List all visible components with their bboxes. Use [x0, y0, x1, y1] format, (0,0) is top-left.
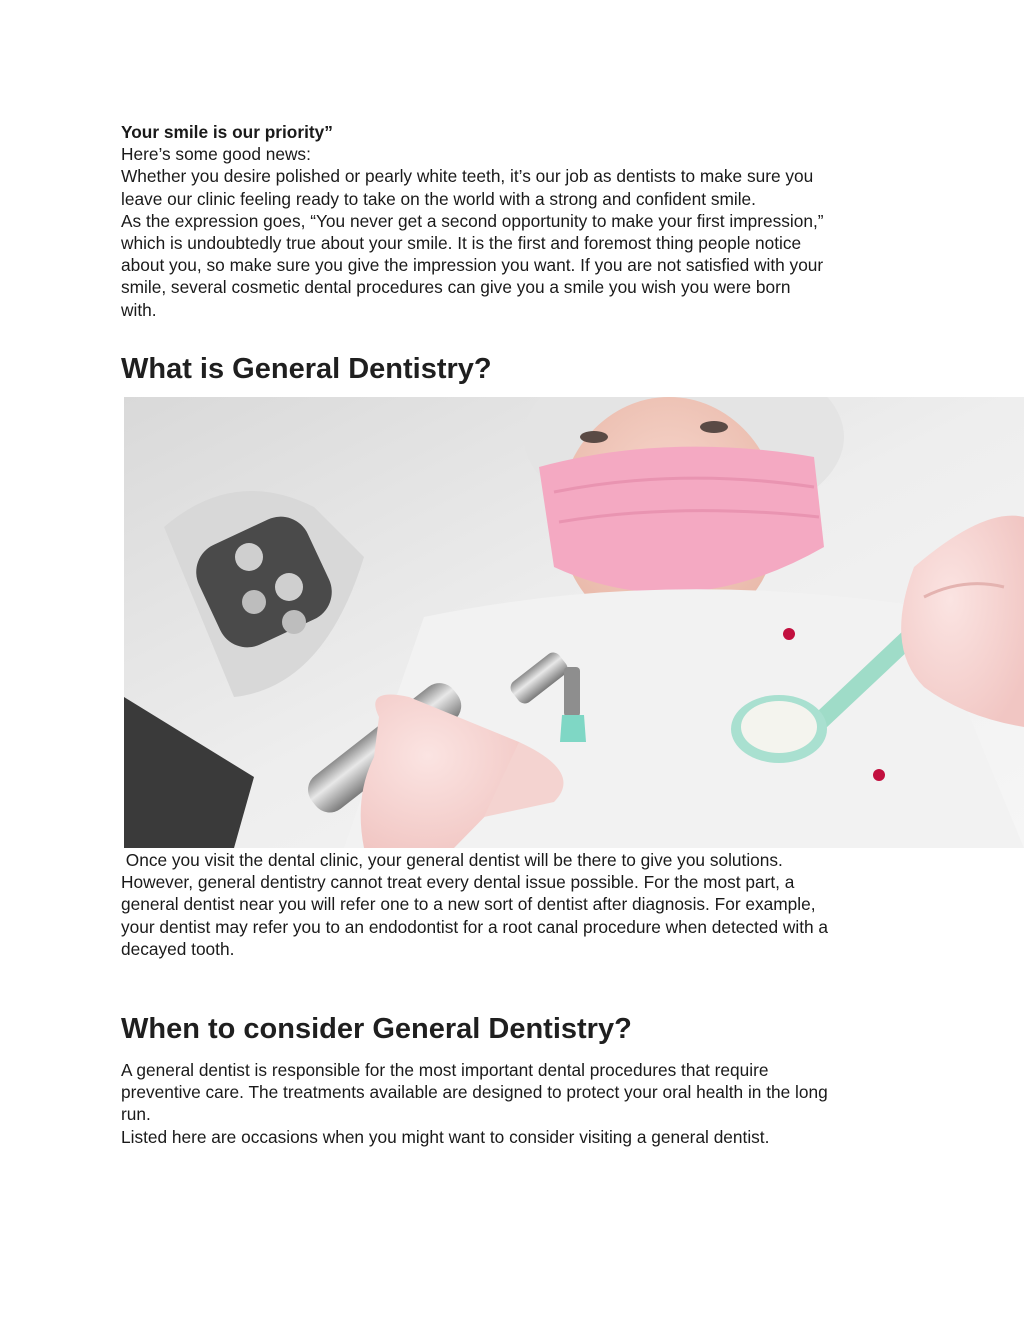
body-line: Once you visit the dental clinic, your general dentist will be there to give you solutions.: [121, 850, 783, 870]
section2-header: [121, 1012, 911, 1046]
section2-body: [121, 1059, 911, 1148]
intro-heading: Your smile is our priority”: [121, 122, 333, 142]
section1-header: [121, 352, 911, 386]
intro-line: leave our clinic feeling ready to take on the world with a strong and confident smile.: [121, 188, 756, 209]
intro-section: [121, 121, 911, 321]
section-title: What is General Dentistry?: [121, 353, 492, 385]
section-title: When to consider General Dentistry?: [121, 1013, 632, 1045]
body-line: However, general dentistry cannot treat every dental issue possible. For the most part, a: [121, 872, 795, 893]
body-line: your dentist may refer you to an endodontist for a root canal procedure when detected with a: [121, 916, 829, 937]
intro-line: which is undoubtedly true about your smile. It is the first and foremost thing people notice: [121, 233, 802, 254]
intro-line: As the expression goes, “You never get a second opportunity to make your first impression,”: [121, 210, 824, 231]
body-line: A general dentist is responsible for the most important dental procedures that require: [121, 1060, 769, 1080]
body-line: preventive care. The treatments available are designed to protect your oral health in the long: [121, 1082, 828, 1103]
intro-line: with.: [121, 299, 157, 320]
section1-body: [121, 849, 911, 960]
body-line: Listed here are occasions when you might want to consider visiting a general dentist.: [121, 1126, 770, 1147]
body-line: run.: [121, 1104, 151, 1125]
body-line: decayed tooth.: [121, 938, 235, 959]
intro-line: Here’s some good news:: [121, 144, 311, 165]
body-line: general dentist near you will refer one to a new sort of dentist after diagnosis. For example,: [121, 894, 816, 915]
intro-line: smile, several cosmetic dental procedures can give you a smile you wish you were born: [121, 277, 791, 298]
intro-line: about you, so make sure you give the impression you want. If you are not satisfied with your: [121, 255, 824, 276]
dentist-photo: [124, 397, 1024, 848]
intro-line: Whether you desire polished or pearly white teeth, it’s our job as dentists to make sure you: [121, 166, 814, 187]
